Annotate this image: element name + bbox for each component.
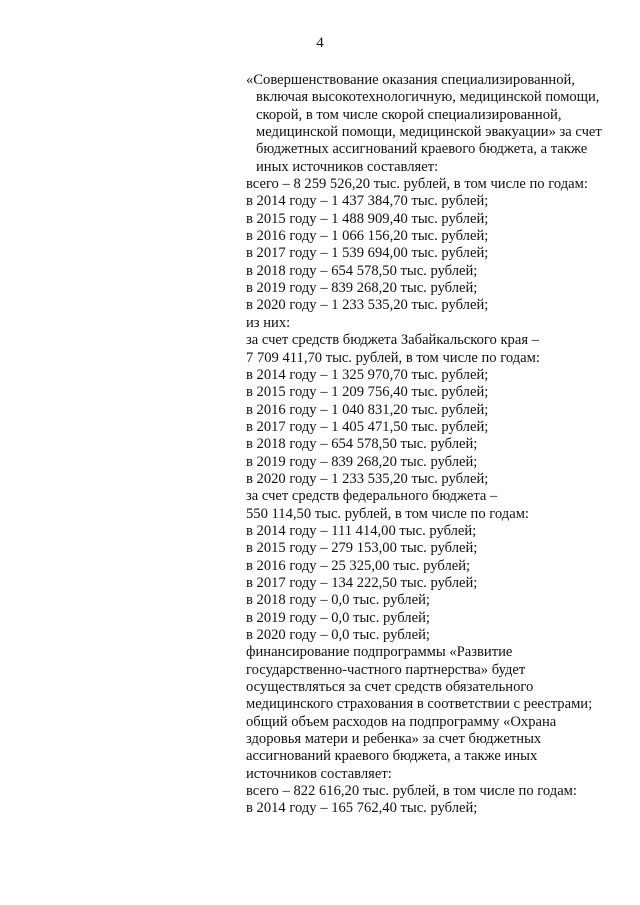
text-line: в 2017 году – 1 539 694,00 тыс. рублей; <box>246 245 489 262</box>
text-line: всего – 822 616,20 тыс. рублей, в том числе по годам: <box>246 783 577 800</box>
text-line: в 2018 году – 654 578,50 тыс. рублей; <box>246 436 478 453</box>
text-line: в 2020 году – 0,0 тыс. рублей; <box>246 627 430 643</box>
text-line: общий объем расходов на подпрограмму «Охрана <box>246 713 557 730</box>
text-line: в 2019 году – 0,0 тыс. рублей; <box>246 609 430 626</box>
text-line: 7 709 411,70 тыс. рублей, в том числе по годам: <box>246 349 540 366</box>
text-line: включая высокотехнологичную, медицинской помощи, <box>256 89 600 106</box>
text-line: ассигнований краевого бюджета, а также иных <box>246 748 538 765</box>
text-line: из них: <box>246 314 291 331</box>
text-line: за счет средств бюджета Забайкальского края – <box>246 332 539 349</box>
text-line: государственно-частного партнерства» будет <box>246 661 526 678</box>
text-line: в 2014 году – 111 414,00 тыс. рублей; <box>246 522 477 539</box>
text-line: здоровья матери и ребенка» за счет бюджетных <box>246 731 542 748</box>
text-line: «Совершенствование оказания специализированной, <box>246 72 575 88</box>
text-line: источников составляет: <box>246 765 392 782</box>
text-line: в 2017 году – 134 222,50 тыс. рублей; <box>246 574 478 591</box>
text-line: в 2014 году – 165 762,40 тыс. рублей; <box>246 800 478 817</box>
text-line: в 2015 году – 279 153,00 тыс. рублей; <box>246 540 478 557</box>
text-line: бюджетных ассигнований краевого бюджета, а также <box>256 141 588 158</box>
text-line: медицинской помощи, медицинской эвакуации» за счет <box>256 124 602 141</box>
text-line: всего – 8 259 526,20 тыс. рублей, в том числе по годам: <box>246 176 588 193</box>
text-line: осуществляться за счет средств обязательного <box>246 679 534 696</box>
text-line: медицинского страхования в соответствии с реестрами; <box>246 696 593 713</box>
document-body <box>246 72 618 818</box>
text-line: в 2020 году – 1 233 535,20 тыс. рублей; <box>246 470 489 487</box>
text-line: в 2020 году – 1 233 535,20 тыс. рублей; <box>246 297 489 314</box>
text-line: в 2016 году – 1 040 831,20 тыс. рублей; <box>246 401 489 418</box>
text-line: в 2018 году – 654 578,50 тыс. рублей; <box>246 262 478 279</box>
text-line: в 2016 году – 25 325,00 тыс. рублей; <box>246 557 471 574</box>
text-line: финансирование подпрограммы «Развитие <box>246 644 513 661</box>
text-line: 550 114,50 тыс. рублей, в том числе по годам: <box>246 505 529 522</box>
text-line: иных источников составляет: <box>256 158 439 175</box>
text-line: в 2015 году – 1 488 909,40 тыс. рублей; <box>246 210 489 227</box>
text-line: в 2016 году – 1 066 156,20 тыс. рублей; <box>246 228 489 245</box>
text-line: в 2015 году – 1 209 756,40 тыс. рублей; <box>246 384 489 401</box>
text-line: в 2017 году – 1 405 471,50 тыс. рублей; <box>246 418 489 435</box>
text-line: в 2019 году – 839 268,20 тыс. рублей; <box>246 453 478 470</box>
text-line: за счет средств федерального бюджета – <box>246 488 498 505</box>
text-line: скорой, в том числе скорой специализированной, <box>256 106 562 123</box>
page-number: 4 <box>316 35 324 51</box>
text-line: в 2014 году – 1 437 384,70 тыс. рублей; <box>246 193 489 210</box>
text-line: в 2014 году – 1 325 970,70 тыс. рублей; <box>246 366 489 383</box>
text-line: в 2019 году – 839 268,20 тыс. рублей; <box>246 280 478 297</box>
text-line: в 2018 году – 0,0 тыс. рублей; <box>246 592 430 609</box>
